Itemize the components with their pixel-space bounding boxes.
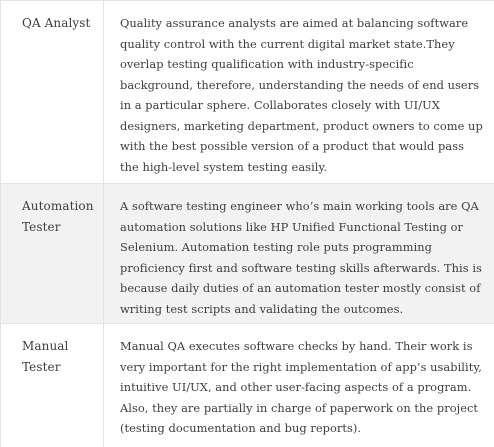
role-title-cell: QA Analyst: [1, 1, 104, 184]
role-title-cell: Automation Tester: [1, 184, 104, 324]
role-description-cell: Quality assurance analysts are aimed at balancing software quality control with the current digital market state.They overlap testing qualification with industry-specific background, therefore, understanding the needs of end users in a particular sphere. Collaborates closely with UI/UX designers, marketing department, product owners to come up with the best possible version of a product that would pass the high-level system testing easily.: [104, 1, 494, 184]
role-description-cell: Manual QA executes software checks by hand. Their work is very important for the right implementation of app’s usability, intuitive UI/UX, and other user-facing aspects of a program. Also, they are partially in charge of paperwork on the project (testing documentation and bug reports).: [104, 324, 494, 447]
role-title-cell: Manual Tester: [1, 324, 104, 447]
role-description-cell: A software testing engineer who’s main working tools are QA automation solutions like HP Unified Functional Testing or Selenium. Automation testing role puts programming proficiency first and software testing skills afterwards. This is because daily duties of an automation tester mostly consist of writing test scripts and validating the outcomes.: [104, 184, 494, 324]
table-row: [1, 184, 494, 324]
table-row: [1, 1, 494, 184]
table-row: [1, 324, 494, 447]
